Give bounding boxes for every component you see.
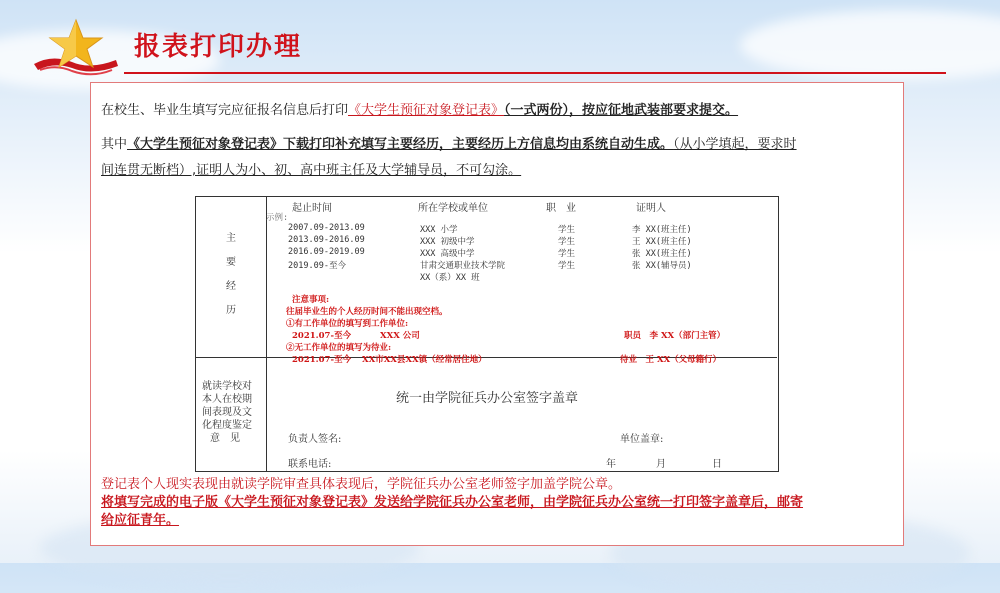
section-label-char: 历	[226, 305, 236, 316]
row-time: 2013.09-2016.09	[288, 235, 365, 245]
footer-line-2: 将填写完成的电子版《大学生预征对象登记表》发送给学院征兵办公室老师，由学院征兵办公室统一打印签字盖章后，邮寄	[101, 495, 804, 510]
row-job: 学生	[558, 249, 576, 259]
row-time: 2019.09-至今	[288, 261, 346, 271]
notes-time: 2021.07-至今	[292, 331, 351, 341]
intro-line-1	[101, 101, 893, 121]
section-label-char: 主	[226, 233, 236, 244]
row-job: 学生	[558, 225, 576, 235]
footer-line-3: 给应征青年。	[101, 513, 180, 528]
opinion-label-line: 化程度鉴定	[202, 420, 252, 431]
opinion-label-line: 意 见	[210, 433, 240, 444]
row-witness: 张 XX(班主任)	[632, 249, 692, 259]
intro-line-3	[101, 161, 893, 181]
form-name-highlight: 《大学生预征对象登记表》	[348, 103, 505, 118]
notes-unit: XX市XX县XX镇（经常居住地）	[362, 355, 487, 365]
opinion-label-line: 就读学校对	[202, 381, 252, 392]
download-note: 《大学生预征对象登记表》下载打印补充填写主要经历，主要经历上方信息均由系统自动生成。	[127, 137, 674, 152]
notes-witness: 待业 王 XX（父母籍行）	[620, 355, 722, 365]
column-header-witness: 证明人	[636, 203, 666, 214]
column-header-school: 所在学校或单位	[418, 203, 488, 214]
intro-text: 其中	[101, 137, 128, 152]
row-job: 学生	[558, 261, 576, 271]
notes-line: ②无工作单位的填写为待业:	[286, 343, 392, 353]
page-title: 报表打印办理	[134, 32, 303, 62]
header	[0, 0, 1000, 80]
stamp-instruction: 统一由学院征兵办公室签字盖章	[396, 391, 579, 406]
intro-line-2	[101, 135, 893, 155]
year-label: 年	[606, 459, 616, 470]
row-job: 学生	[558, 237, 576, 247]
section-label-char: 要	[226, 257, 236, 268]
fill-note: （从小学填起，要求时	[673, 137, 797, 152]
row-school: XXX 高级中学	[420, 249, 475, 259]
opinion-label-line: 间表现及文	[202, 407, 252, 418]
month-label: 月	[656, 459, 666, 470]
phone-label: 联系电话:	[288, 459, 332, 470]
day-label: 日	[712, 459, 722, 470]
row-school: XXX 初级中学	[420, 237, 475, 247]
submit-note: ，按应征地武装部要求提交。	[569, 103, 739, 118]
column-header-job: 职 业	[546, 203, 576, 214]
row-school: 甘肃交通职业技术学院	[420, 261, 506, 271]
column-header-time: 起止时间	[292, 203, 332, 214]
footer-line-1: 登记表个人现实表现由就读学院审查具体表现后，学院征兵办公室老师签字加盖学院公章。	[101, 477, 622, 492]
row-witness: 李 XX(班主任)	[632, 225, 692, 235]
witness-note: 间连贯无断档）,证明人为小、初、高中班主任及大学辅导员，不可勾涂。	[101, 163, 522, 178]
unit-seal-label: 单位盖章:	[620, 434, 664, 445]
row-witness: 王 XX(班主任)	[632, 237, 692, 247]
row-time: 2007.09-2013.09	[288, 223, 365, 233]
row-witness: 张 XX(辅导员)	[632, 261, 692, 271]
row-time: 2016.09-2019.09	[288, 247, 365, 257]
registration-form-image	[195, 196, 779, 472]
notes-time: 2021.07-至今	[292, 355, 351, 365]
star-ribbon-icon	[32, 18, 122, 76]
responsible-signature-label: 负责人签名:	[288, 434, 342, 445]
content-panel	[90, 82, 904, 546]
opinion-label-line: 本人在校期	[202, 394, 252, 405]
notes-title: 注意事项:	[292, 295, 330, 305]
notes-line: 往届毕业生的个人经历时间不能出现空档。	[286, 307, 448, 317]
example-label: 示例:	[266, 213, 289, 223]
title-underline	[124, 72, 946, 74]
notes-unit: XXX 公司	[380, 331, 420, 341]
intro-text: 在校生、毕业生填写完应征报名信息后打印	[101, 103, 349, 118]
row-class: XX（系）XX 班	[420, 273, 480, 283]
notes-witness: 职员 李 XX（部门主管）	[624, 331, 726, 341]
notes-line: ①有工作单位的填写到工作单位:	[286, 319, 409, 329]
form-grid-line	[266, 197, 267, 471]
section-label-char: 经	[226, 281, 236, 292]
copies-note: （一式两份）	[504, 103, 570, 118]
row-school: XXX 小学	[420, 225, 458, 235]
